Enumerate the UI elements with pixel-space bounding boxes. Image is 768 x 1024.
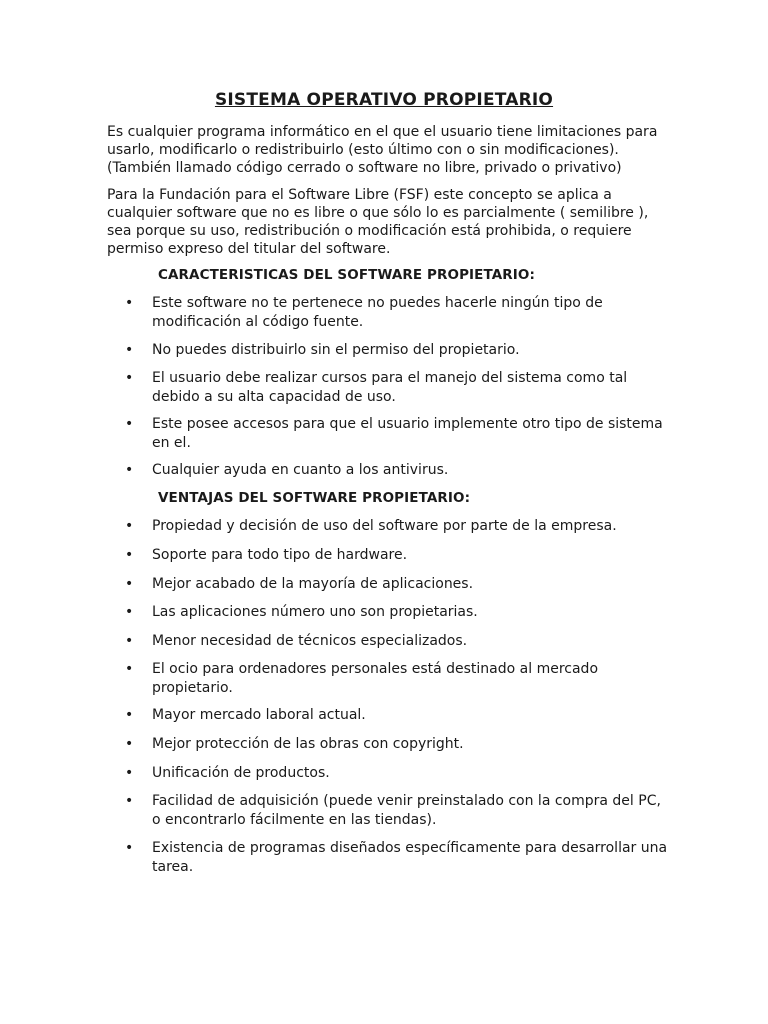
list-item-text: Mejor acabado de la mayoría de aplicaciones.	[152, 576, 474, 592]
section-heading-ventajas: VENTAJAS DEL SOFTWARE PROPIETARIO:	[158, 490, 471, 506]
list-item-text: No puedes distribuirlo sin el permiso del propietario.	[152, 342, 520, 358]
bullet-icon: •	[125, 793, 134, 809]
list-item-text: Existencia de programas diseñados específicamente para desarrollar una tarea.	[152, 840, 668, 875]
bullet-icon: •	[125, 416, 134, 432]
list-item-text: Menor necesidad de técnicos especializados.	[152, 633, 468, 649]
list-item-text: Cualquier ayuda en cuanto a los antivirus.	[152, 462, 449, 478]
bullet-icon: •	[125, 547, 134, 563]
bullet-icon: •	[125, 295, 134, 311]
list-item-text: El ocio para ordenadores personales está destinado al mercado propietario.	[152, 661, 599, 696]
fsf-paragraph: Para la Fundación para el Software Libre (FSF) este concepto se aplica a cualquier software que no es libre o que sólo lo es parcialmente ( semilibre ), sea porque su uso, redistribución o modificación está prohibida, o requiere permiso expreso del titular del software.	[107, 187, 649, 257]
bullet-icon: •	[125, 840, 134, 856]
list-item-text: Este software no te pertenece no puedes hacerle ningún tipo de modificación al código fuente.	[152, 295, 603, 330]
bullet-icon: •	[125, 736, 134, 752]
list-item-text: Propiedad y decisión de uso del software por parte de la empresa.	[152, 518, 617, 534]
list-item-text: Mayor mercado laboral actual.	[152, 707, 366, 723]
list-item-text: El usuario debe realizar cursos para el manejo del sistema como tal debido a su alta capacidad de uso.	[152, 370, 628, 405]
bullet-icon: •	[125, 518, 134, 534]
bullet-icon: •	[125, 342, 134, 358]
bullet-icon: •	[125, 576, 134, 592]
bullet-icon: •	[125, 462, 134, 478]
list-item-text: Este posee accesos para que el usuario implemente otro tipo de sistema en el.	[152, 416, 663, 451]
bullet-icon: •	[125, 604, 134, 620]
list-item-text: Las aplicaciones número uno son propietarias.	[152, 604, 478, 620]
bullet-icon: •	[125, 661, 134, 677]
section-heading-caracteristicas: CARACTERISTICAS DEL SOFTWARE PROPIETARIO:	[158, 267, 536, 283]
bullet-icon: •	[125, 370, 134, 386]
document-title: SISTEMA OPERATIVO PROPIETARIO	[214, 90, 554, 110]
intro-paragraph: Es cualquier programa informático en el que el usuario tiene limitaciones para usarlo, modificarlo o redistribuirlo (esto último con o sin modificaciones). (También llamado código cerrado o software no libre, privado o privativo)	[107, 124, 658, 176]
bullet-icon: •	[125, 633, 134, 649]
bullet-icon: •	[125, 765, 134, 781]
list-item-text: Unificación de productos.	[152, 765, 330, 781]
list-item-text: Facilidad de adquisición (puede venir preinstalado con la compra del PC, o encontrarlo fácilmente en las tiendas).	[152, 793, 661, 828]
bullet-icon: •	[125, 707, 134, 723]
list-item-text: Mejor protección de las obras con copyright.	[152, 736, 464, 752]
list-item-text: Soporte para todo tipo de hardware.	[152, 547, 408, 563]
